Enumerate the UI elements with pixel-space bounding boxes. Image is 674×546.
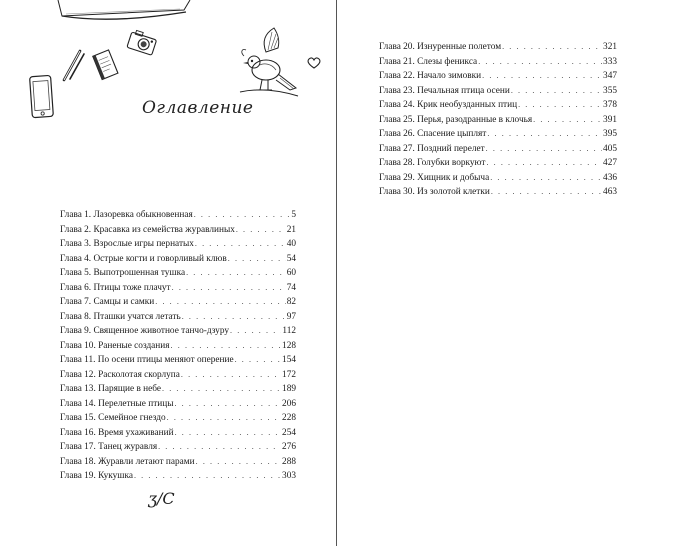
toc-leader-dots <box>235 353 281 368</box>
toc-list-left <box>60 208 296 484</box>
toc-entry <box>60 281 296 296</box>
toc-entry <box>379 171 617 186</box>
toc-entry-page-number: 154 <box>282 355 296 365</box>
toc-leader-dots <box>230 324 281 339</box>
toc-leader-dots <box>490 171 602 186</box>
toc-entry <box>379 113 617 128</box>
toc-entry-page-number: 347 <box>603 71 617 81</box>
toc-entry-page-number: 303 <box>282 471 296 481</box>
toc-entry-label: Глава 27. Поздний перелет <box>379 143 485 154</box>
toc-entry-page-number: 60 <box>286 268 296 278</box>
toc-entry-label: Глава 6. Птицы тоже плачут <box>60 282 171 293</box>
toc-entry <box>60 426 296 441</box>
toc-entry-label: Глава 29. Хищник и добыча <box>379 172 490 183</box>
toc-entry <box>379 98 617 113</box>
toc-entry <box>379 40 617 55</box>
toc-entry <box>60 353 296 368</box>
toc-entry-page-number: 333 <box>603 56 617 67</box>
toc-entry-page-number: 321 <box>603 42 617 52</box>
toc-entry-label: Глава 11. По осени птицы меняют оперение <box>60 355 234 365</box>
toc-entry <box>60 310 296 325</box>
toc-entry <box>60 455 296 470</box>
toc-leader-dots <box>491 185 602 200</box>
toc-entry <box>379 55 617 70</box>
toc-leader-dots <box>172 281 286 296</box>
toc-entry-page-number: 206 <box>282 398 296 409</box>
toc-entry-page-number: 97 <box>286 311 296 322</box>
toc-entry-label: Глава 28. Голубки воркуют <box>379 158 486 168</box>
toc-entry <box>60 368 296 383</box>
toc-leader-dots <box>482 69 602 84</box>
toc-leader-dots <box>182 310 286 325</box>
toc-entry-page-number: 82 <box>286 297 296 307</box>
toc-entry <box>60 382 296 397</box>
toc-entry-page-number: 427 <box>603 158 617 168</box>
toc-leader-dots <box>486 156 602 171</box>
notebook-sketch-icon <box>92 48 120 82</box>
toc-entry <box>379 127 617 142</box>
pen-sketch-icon <box>58 48 86 84</box>
toc-entry-label: Глава 1. Лазоревка обыкновенная <box>60 210 193 220</box>
toc-leader-dots <box>134 469 281 484</box>
toc-entry <box>379 185 617 200</box>
smartphone-sketch-icon <box>28 74 56 120</box>
toc-entry-page-number: 189 <box>282 384 296 394</box>
toc-entry-page-number: 276 <box>282 442 296 452</box>
toc-entry-page-number: 391 <box>603 114 617 125</box>
toc-entry-page-number: 395 <box>603 129 617 139</box>
toc-entry-label: Глава 17. Танец журавля <box>60 442 158 452</box>
toc-entry <box>60 223 296 238</box>
toc-entry-label: Глава 24. Крик необузданных птиц <box>379 100 518 110</box>
toc-list-right <box>379 40 617 200</box>
toc-entry-label: Глава 7. Самцы и самки <box>60 297 155 307</box>
toc-leader-dots <box>175 426 281 441</box>
toc-leader-dots <box>518 98 602 113</box>
toc-entry-label: Глава 23. Печальная птица осени <box>379 85 510 96</box>
toc-entry <box>379 69 617 84</box>
left-page <box>0 0 336 546</box>
toc-entry <box>60 266 296 281</box>
toc-leader-dots <box>194 208 291 223</box>
toc-entry-label: Глава 13. Парящие в небе <box>60 384 162 394</box>
toc-entry <box>60 440 296 455</box>
toc-entry-label: Глава 8. Пташки учатся летать <box>60 311 181 322</box>
toc-entry <box>379 156 617 171</box>
toc-leader-dots <box>174 397 281 412</box>
toc-entry <box>60 411 296 426</box>
toc-leader-dots <box>171 339 282 354</box>
toc-entry-label: Глава 19. Кукушка <box>60 471 133 481</box>
camera-sketch-icon <box>126 30 160 56</box>
laptop-sketch-icon <box>52 0 192 26</box>
toc-entry-page-number: 74 <box>286 282 296 293</box>
toc-entry-page-number: 436 <box>603 172 617 183</box>
toc-leader-dots <box>181 368 281 383</box>
toc-entry <box>60 295 296 310</box>
toc-entry-page-number: 54 <box>286 253 296 264</box>
toc-entry <box>60 208 296 223</box>
toc-entry-label: Глава 20. Изнуренные полетом <box>379 42 502 52</box>
toc-entry-page-number: 128 <box>282 340 296 351</box>
toc-entry-label: Глава 18. Журавли летают парами <box>60 456 195 467</box>
heart-sketch-icon <box>306 56 322 70</box>
toc-entry <box>60 252 296 267</box>
toc-entry <box>60 339 296 354</box>
toc-entry-label: Глава 9. Священное животное танчо-дзуру <box>60 326 229 336</box>
toc-leader-dots <box>478 55 602 70</box>
toc-entry-page-number: 355 <box>603 85 617 96</box>
toc-entry-label: Глава 4. Острые когти и говорливый клюв <box>60 253 227 264</box>
toc-leader-dots <box>186 266 286 281</box>
toc-entry-label: Глава 30. Из золотой клетки <box>379 187 490 197</box>
toc-entry-label: Глава 16. Время ухаживаний <box>60 427 174 438</box>
handwritten-page-mark: ʒ/С <box>148 489 175 508</box>
toc-entry <box>379 142 617 157</box>
toc-leader-dots <box>228 252 286 267</box>
toc-entry-page-number: 254 <box>282 427 296 438</box>
toc-entry-label: Глава 12. Расколотая скорлупа <box>60 369 180 380</box>
toc-entry-label: Глава 22. Начало зимовки <box>379 71 482 81</box>
bird-sketch-icon <box>238 26 300 100</box>
toc-entry <box>60 469 296 484</box>
toc-entry-page-number: 112 <box>282 326 296 336</box>
toc-entry-label: Глава 25. Перья, разодранные в клочья <box>379 114 533 125</box>
toc-entry-page-number: 405 <box>603 143 617 154</box>
toc-entry <box>379 84 617 99</box>
toc-title: Оглавление <box>142 98 254 118</box>
toc-leader-dots <box>195 237 286 252</box>
toc-entry-page-number: 40 <box>286 239 296 249</box>
right-page <box>337 0 674 546</box>
toc-entry-page-number: 378 <box>603 100 617 110</box>
toc-entry-page-number: 21 <box>286 224 296 235</box>
toc-leader-dots <box>158 440 281 455</box>
toc-leader-dots <box>486 142 602 157</box>
toc-entry-page-number: 228 <box>282 413 296 423</box>
toc-leader-dots <box>196 455 281 470</box>
toc-entry-page-number: 463 <box>603 187 617 197</box>
toc-entry-page-number: 288 <box>282 456 296 467</box>
toc-leader-dots <box>502 40 602 55</box>
toc-entry-label: Глава 14. Перелетные птицы <box>60 398 174 409</box>
toc-entry-label: Глава 15. Семейное гнездо <box>60 413 166 423</box>
toc-entry-label: Глава 10. Раненые создания <box>60 340 170 351</box>
toc-leader-dots <box>162 382 281 397</box>
toc-leader-dots <box>511 84 602 99</box>
toc-entry-label: Глава 26. Спасение цыплят <box>379 129 487 139</box>
toc-entry-page-number: 5 <box>291 210 296 220</box>
toc-entry <box>60 324 296 339</box>
toc-entry <box>60 237 296 252</box>
toc-leader-dots <box>236 223 286 238</box>
toc-entry-label: Глава 21. Слезы феникса <box>379 56 478 67</box>
toc-leader-dots <box>487 127 602 142</box>
toc-entry-label: Глава 5. Выпотрошенная тушка <box>60 268 186 278</box>
toc-entry <box>60 397 296 412</box>
toc-leader-dots <box>155 295 285 310</box>
toc-entry-page-number: 172 <box>282 369 296 380</box>
toc-leader-dots <box>533 113 602 128</box>
toc-leader-dots <box>167 411 281 426</box>
toc-entry-label: Глава 3. Взрослые игры пернатых <box>60 239 194 249</box>
toc-entry-label: Глава 2. Красавка из семейства журавлиных <box>60 224 235 235</box>
